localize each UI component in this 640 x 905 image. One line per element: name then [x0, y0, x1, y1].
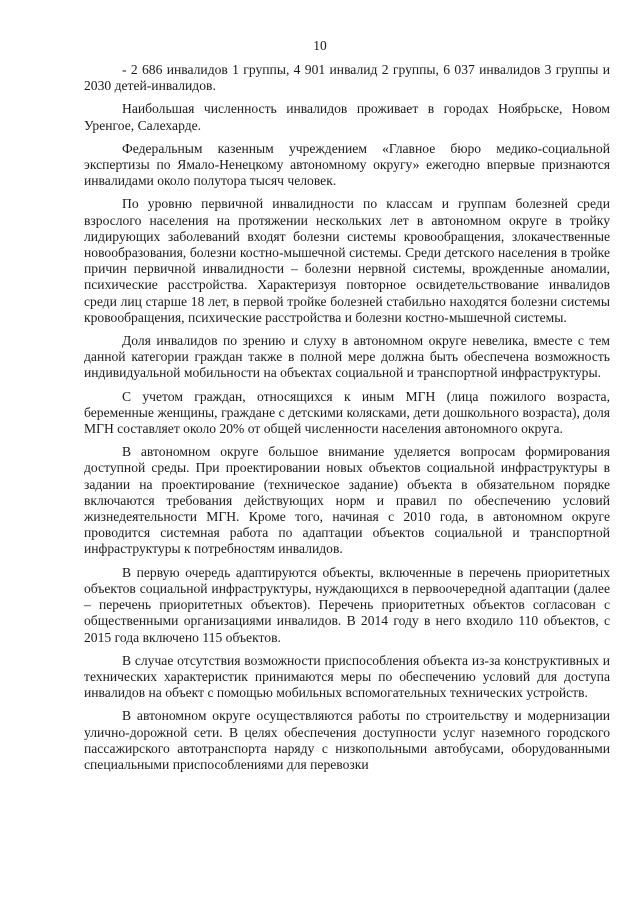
paragraph-5: Доля инвалидов по зрению и слуху в автономном округе невелика, вместе с тем данной категории граждан также в полной мере должна быть обеспечена возможность индивидуальной мобильности на объектах социальной и транспортной инфраструктуры. — [84, 333, 610, 381]
paragraph-8: В первую очередь адаптируются объекты, включенные в перечень приоритетных объектов социальной инфраструктуры, нуждающихся в первоочередной адаптации (далее – перечень приоритетных объектов). Перечень приоритетных объектов согласован с общественными организациями инвалидов. В 2014 году в него входило 110 объектов, с 2015 года включено 115 объектов. — [84, 564, 610, 645]
paragraph-3: Федеральным казенным учреждением «Главное бюро медико-социальной экспертизы по Ямало-Ненецкому автономному округу» ежегодно впервые признаются инвалидами около полутора тысяч человек. — [84, 140, 610, 189]
paragraph-4: По уровню первичной инвалидности по классам и группам болезней среди взрослого населения на протяжении нескольких лет в автономном округе в тройку лидирующих заболеваний входят болезни системы кровообращения, злокачественные новообразования, болезни костно-мышечной системы. Среди детского населения в тройке причин первичной инвалидности – болезни нервной системы, врожденные аномалии, психические расстройства. Характеризуя повторное освидетельствование инвалидов среди лиц старше 18 лет, в первой тройке болезней стабильно находятся болезни системы кровообращения, психические расстройства и болезни костно-мышечной системы. — [84, 196, 610, 325]
page-number: 10 — [313, 38, 327, 53]
paragraph-1: - 2 686 инвалидов 1 группы, 4 901 инвалид 2 группы, 6 037 инвалидов 3 группы и 2030 детей-инвалидов. — [84, 62, 610, 94]
paragraph-2: Наибольшая численность инвалидов проживает в городах Ноябрьске, Новом Уренгое, Салехарде. — [84, 101, 610, 133]
paragraph-10: В автономном округе осуществляются работы по строительству и модернизации улично-дорожной сети. В целях обеспечения доступности услуг наземного городского пассажирского автотранспорта наряду с низкопольными автобусами, оборудованными специальными приспособлениями для перевозки — [84, 708, 610, 772]
paragraph-7: В автономном округе большое внимание уделяется вопросам формирования доступной среды. При проектировании новых объектов социальной инфраструктуры в задании на проектирование (техническое задание) объекта в обязательном порядке включаются требования действующих норм и правил по обеспечению условий жизнедеятельности МГН. Кроме того, начиная с 2010 года, в автономном округе проводится системная работа по адаптации объектов социальной и транспортной инфраструктуры к потребностям инвалидов. — [84, 444, 610, 557]
paragraph-9: В случае отсутствия возможности приспособления объекта из-за конструктивных и технических характеристик принимаются меры по обеспечению условий для доступа инвалидов на объект с помощью мобильных вспомогательных технических устройств. — [84, 652, 610, 701]
body-text — [84, 62, 610, 780]
paragraph-6: С учетом граждан, относящихся к иным МГН (лица пожилого возраста, беременные женщины, граждане с детскими колясками, дети дошкольного возраста), доля МГН составляет около 20% от общей численности населения автономного округа. — [84, 388, 610, 437]
